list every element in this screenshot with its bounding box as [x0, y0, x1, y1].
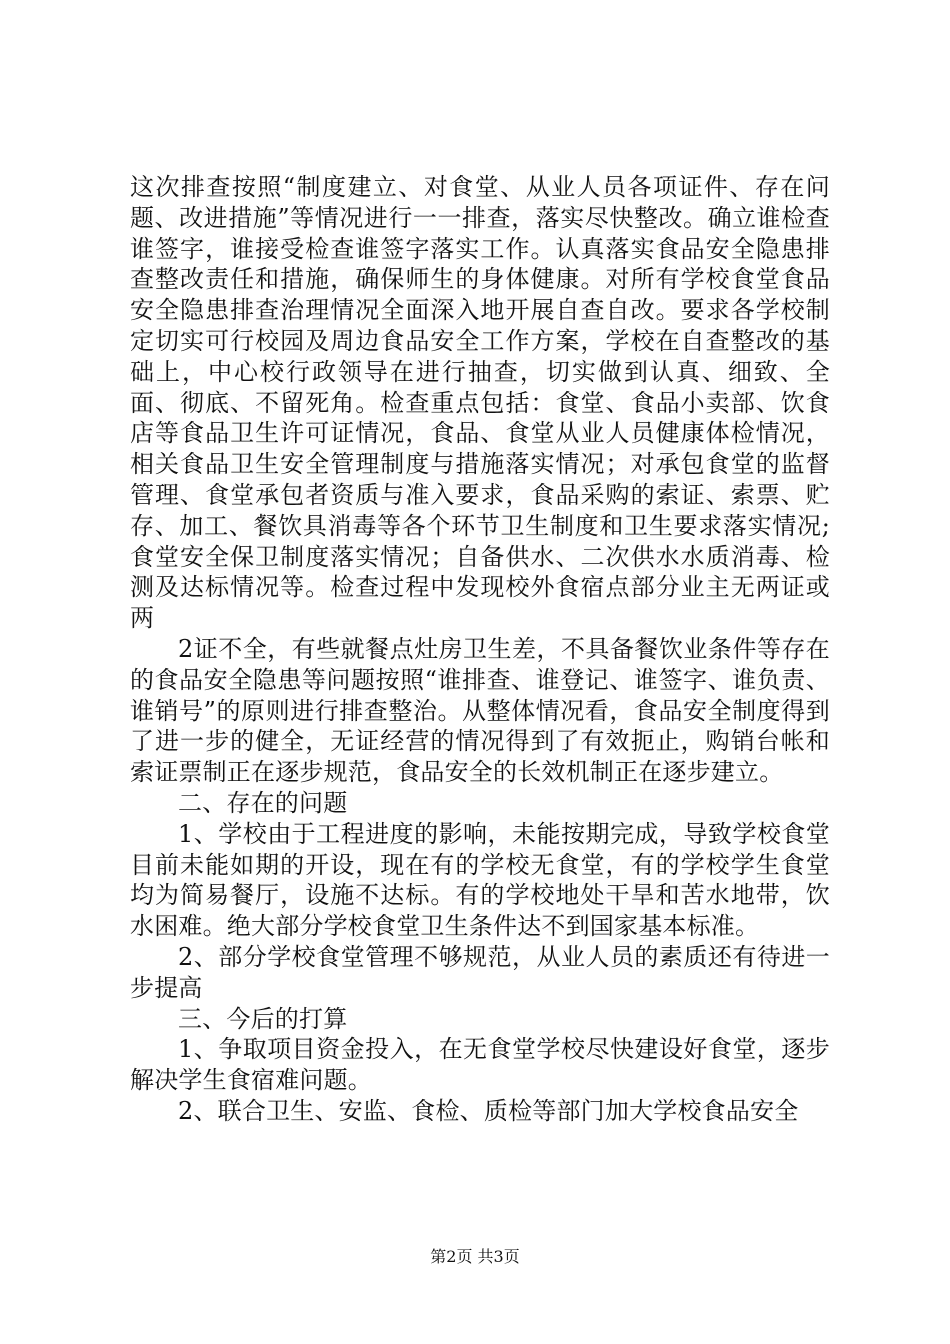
paragraph-problem-1: 1、学校由于工程进度的影响，未能按期完成，导致学校食堂目前未能如期的开设，现在有的学校无食堂，有的学校学生食堂均为简易餐厅，设施不达标。有的学校地处干旱和苦水地带，饮水困难。绝大部分学校食堂卫生条件达不到国家基本标准。	[130, 819, 830, 941]
paragraph-rectification-results: 2证不全，有些就餐点灶房卫生差，不具备餐饮业条件等存在的食品安全隐患等问题按照“谁排查、谁登记、谁签字、谁负责、谁销号”的原则进行排查整治。从整体情况看，食品安全制度得到了进一步的健全，无证经营的情况得到了有效扼止，购销台帐和索证票制正在逐步规范，食品安全的长效机制正在逐步建立。	[130, 634, 830, 787]
paragraph-problem-2: 2、部分学校食堂管理不够规范，从业人员的素质还有待进一步提高	[130, 942, 830, 1002]
paragraph-plan-2: 2、联合卫生、安监、食检、质检等部门加大学校食品安全	[178, 1096, 799, 1125]
section-heading-existing-problems: 二、存在的问题	[178, 788, 348, 817]
section-heading-future-plans: 三、今后的打算	[178, 1004, 348, 1033]
paragraph-inspection-process: 这次排查按照“制度建立、对食堂、从业人员各项证件、存在问题、改进措施”等情况进行一一排查，落实尽快整改。确立谁检查谁签字，谁接受检查谁签字落实工作。认真落实食品安全隐患排查整改责任和措施，确保师生的身体健康。对所有学校食堂食品安全隐患排查治理情况全面深入地开展自查自改。要求各学校制定切实可行校园及周边食品安全工作方案，学校在自查整改的基础上，中心校行政领导在进行抽查，切实做到认真、细致、全面、彻底、不留死角。检查重点包括：食堂、食品小卖部、饮食店等食品卫生许可证情况，食品、食堂从业人员健康体检情况，相关食品卫生安全管理制度与措施落实情况；对承包食堂的监督管理、食堂承包者资质与准入要求，食品采购的索证、索票、贮存、加工、餐饮具消毒等各个环节卫生制度和卫生要求落实情况;食堂安全保卫制度落实情况；自备供水、二次供水水质消毒、检测及达标情况等。检查过程中发现校外食宿点部分业主无两证或两	[130, 173, 830, 633]
paragraph-plan-1: 1、争取项目资金投入，在无食堂学校尽快建设好食堂，逐步解决学生食宿难问题。	[130, 1035, 830, 1095]
document-body	[130, 172, 830, 1127]
page-number-footer: 第2页 共3页	[430, 1247, 520, 1266]
